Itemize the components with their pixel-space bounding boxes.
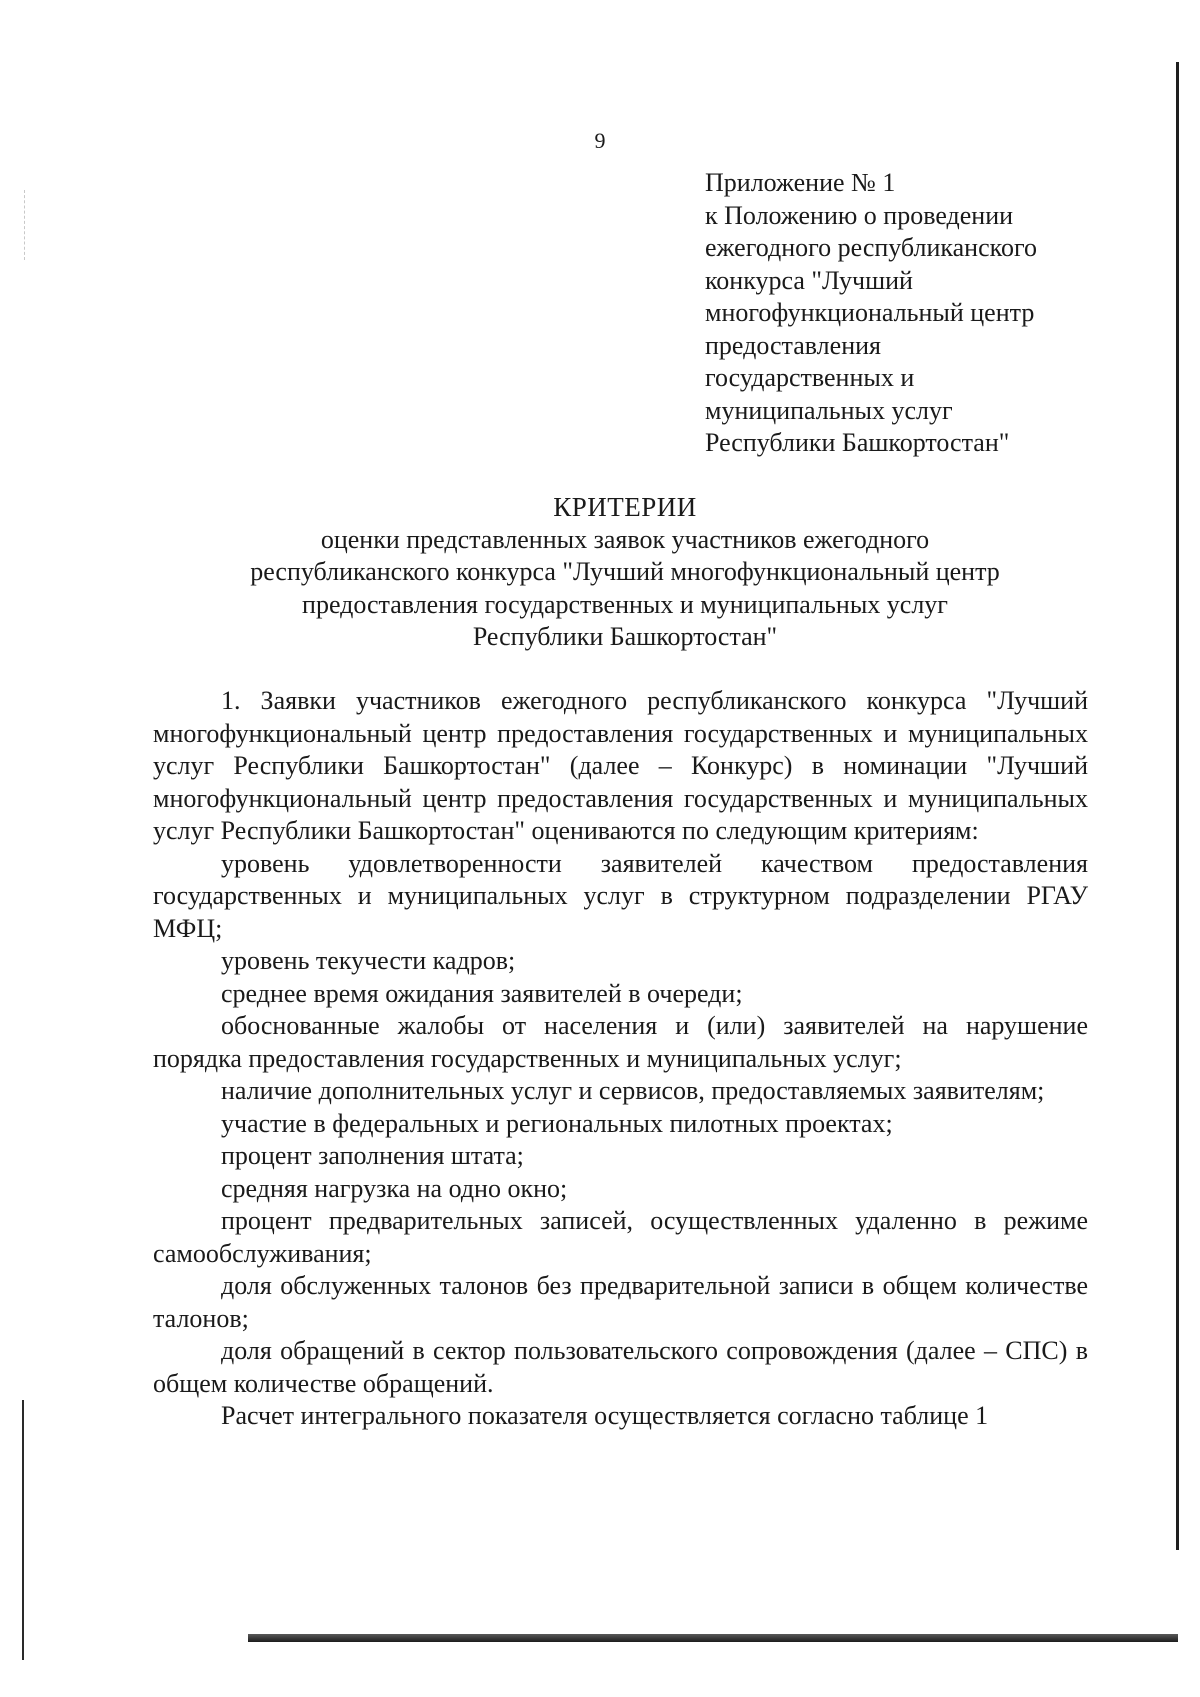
title-line: республиканского конкурса "Лучший многофункциональный центр bbox=[250, 557, 1000, 586]
criterion-item: уровень текучести кадров; bbox=[221, 946, 516, 975]
title-line: Республики Башкортостан" bbox=[472, 622, 778, 651]
appendix-line: Республики Башкортостан" bbox=[705, 428, 1010, 457]
appendix-line: конкурса "Лучший bbox=[705, 265, 913, 295]
criterion-item: доля обслуженных талонов без предварительной записи в общем количестве талонов; bbox=[153, 1271, 1088, 1333]
body-text bbox=[153, 685, 1088, 1433]
criterion-item: доля обращений в сектор пользовательского сопровождения (далее – СПС) в общем количестве обращений. bbox=[153, 1336, 1088, 1398]
appendix-line: ежегодного республиканского bbox=[705, 233, 1037, 262]
scan-edge-left bbox=[22, 1400, 24, 1660]
title-heading: КРИТЕРИИ bbox=[553, 492, 697, 522]
appendix-line: государственных и bbox=[705, 363, 915, 392]
scan-mark bbox=[24, 190, 27, 260]
appendix-line: предоставления bbox=[705, 330, 881, 360]
scan-bottom-line bbox=[248, 1634, 1178, 1642]
intro-paragraph: 1. Заявки участников ежегодного республиканского конкурса "Лучший многофункциональный центр предоставления государственных и муниципальных услуг Республики Башкортостан" (далее – Конкурс) в номинации "Лучший многофункциональный центр предоставления государственных и муниципальных услуг Республики Башкортостан" оцениваются по следующим критериям: bbox=[153, 686, 1088, 845]
title-line: оценки представленных заявок участников ежегодного bbox=[320, 524, 930, 554]
criterion-item: средняя нагрузка на одно окно; bbox=[221, 1173, 568, 1203]
document-title bbox=[150, 491, 1100, 654]
appendix-line: многофункциональный центр bbox=[705, 298, 1035, 327]
criterion-item: наличие дополнительных услуг и сервисов, предоставляемых заявителям; bbox=[221, 1076, 1045, 1105]
scan-edge-right bbox=[1176, 62, 1179, 1550]
criterion-item: процент заполнения штата; bbox=[221, 1141, 524, 1170]
page-number: 9 bbox=[594, 128, 606, 153]
criterion-item: процент предварительных записей, осуществленных удаленно в режиме самообслуживания; bbox=[153, 1206, 1088, 1268]
appendix-line: Приложение № 1 bbox=[705, 168, 896, 197]
appendix-line: к Положению о проведении bbox=[705, 200, 1014, 230]
criterion-item: уровень удовлетворенности заявителей качеством предоставления государственных и муниципальных услуг в структурном подразделении РГАУ МФЦ; bbox=[153, 848, 1088, 943]
appendix-line: муниципальных услуг bbox=[705, 395, 953, 425]
appendix-reference bbox=[705, 167, 1037, 460]
criterion-item: среднее время ожидания заявителей в очереди; bbox=[221, 978, 743, 1008]
criterion-item: обоснованные жалобы от населения и (или) заявителей на нарушение порядка предоставления государственных и муниципальных услуг; bbox=[153, 1011, 1088, 1073]
closing-line: Расчет интегрального показателя осуществляется согласно таблице 1 bbox=[221, 1401, 989, 1430]
title-line: предоставления государственных и муниципальных услуг bbox=[302, 589, 948, 619]
criterion-item: участие в федеральных и региональных пилотных проектах; bbox=[221, 1108, 893, 1138]
